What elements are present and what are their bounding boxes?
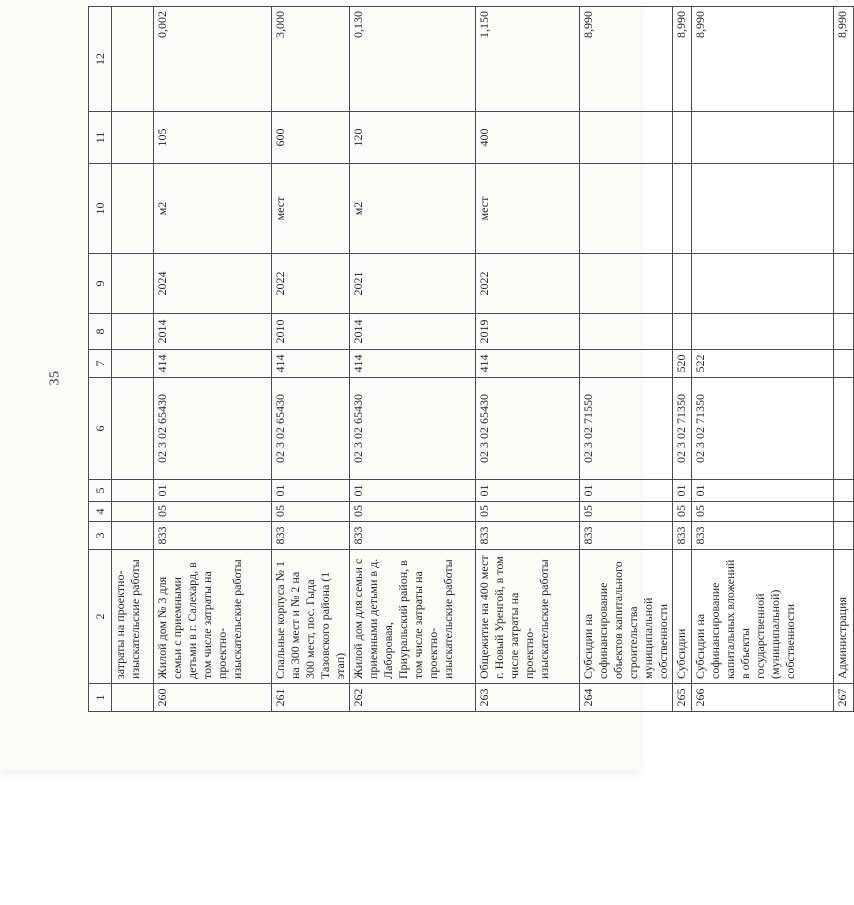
code-cell [834,522,854,550]
subsection-cell: 01 [692,480,834,502]
section-cell: 05 [476,502,580,522]
end-year-cell: 2022 [272,254,350,314]
section-cell [112,502,154,522]
target-code-cell: 02 3 02 65430 [154,378,272,480]
code-cell: 833 [272,522,350,550]
expense-type-cell: 414 [476,350,580,378]
subsection-cell: 01 [154,480,272,502]
header-cell: 7 [89,350,112,378]
header-cell: 1 [89,684,112,712]
target-code-cell: 02 3 02 65430 [476,378,580,480]
unit-cell [112,164,154,254]
page-number: 35 [47,370,63,386]
end-year-cell [112,254,154,314]
end-year-cell: 2021 [350,254,476,314]
start-year-cell [580,314,673,350]
item-name: Жилой дом № 3 для семьи с приемными детьми в г. Салехард, в том числе затраты на проектно-изыскательские работы [154,550,272,684]
end-year-cell: 2024 [154,254,272,314]
expense-type-cell: 520 [673,350,692,378]
row-number: 262 [350,684,476,712]
code-cell: 833 [154,522,272,550]
item-name: Субсидии [673,550,692,684]
row-number [112,684,154,712]
section-cell: 05 [580,502,673,522]
row-number: 261 [272,684,350,712]
code-cell: 833 [350,522,476,550]
section-cell [834,502,854,522]
section-cell: 05 [673,502,692,522]
target-code-cell: 02 3 02 65430 [350,378,476,480]
table-row [154,7,272,712]
table-row [834,7,854,712]
capacity-cell: 105 [154,112,272,164]
start-year-cell: 2010 [272,314,350,350]
header-cell: 4 [89,502,112,522]
expense-type-cell [580,350,673,378]
amount-cell: 8,990 [580,7,673,112]
table-row [692,7,834,712]
section-cell: 05 [350,502,476,522]
unit-cell: мест [272,164,350,254]
target-code-cell [834,378,854,480]
table-row [580,7,673,712]
item-name: Жилой дом для семьи с приемными детьми в д. Лаборовая, Приуральский район, в том числе затраты на проектно-изыскательские работы [350,550,476,684]
header-cell: 3 [89,522,112,550]
item-name: Субсидии на софинансирование капитальных вложений в объекты государственной (муниципальной) собственности [692,550,834,684]
amount-cell: 0,130 [350,7,476,112]
amount-cell: 8,990 [673,7,692,112]
capacity-cell [112,112,154,164]
unit-cell: м2 [154,164,272,254]
amount-cell: 8,990 [692,7,834,112]
expense-type-cell [834,350,854,378]
code-cell: 833 [476,522,580,550]
amount-cell: 1,150 [476,7,580,112]
start-year-cell: 2019 [476,314,580,350]
header-cell: 12 [89,7,112,112]
subsection-cell: 01 [350,480,476,502]
capacity-cell [673,112,692,164]
amount-cell: 8,990 [834,7,854,112]
subsection-cell: 01 [476,480,580,502]
row-number: 266 [692,684,834,712]
start-year-cell: 2014 [154,314,272,350]
start-year-cell [692,314,834,350]
code-cell: 833 [692,522,834,550]
table-row [673,7,692,712]
end-year-cell [834,254,854,314]
target-code-cell: 02 3 02 71350 [673,378,692,480]
row-number: 264 [580,684,673,712]
expense-type-cell [112,350,154,378]
row-number: 265 [673,684,692,712]
header-row [89,7,112,712]
end-year-cell [673,254,692,314]
end-year-cell [692,254,834,314]
subsection-cell: 01 [272,480,350,502]
header-cell: 10 [89,164,112,254]
rotated-table-wrapper [88,7,849,712]
capacity-cell: 600 [272,112,350,164]
code-cell: 833 [580,522,673,550]
header-cell: 2 [89,550,112,684]
end-year-cell [580,254,673,314]
capacity-cell: 400 [476,112,580,164]
budget-table [88,6,854,712]
target-code-cell [112,378,154,480]
header-cell: 9 [89,254,112,314]
capacity-cell: 120 [350,112,476,164]
amount-cell [112,7,154,112]
start-year-cell [673,314,692,350]
end-year-cell: 2022 [476,254,580,314]
table-row [476,7,580,712]
header-cell: 5 [89,480,112,502]
item-name: Спальные корпуса № 1 на 300 мест и № 2 на 300 мест, пос. Гыда Тазовского района (1 этап) [272,550,350,684]
header-cell: 6 [89,378,112,480]
code-cell [112,522,154,550]
unit-cell [673,164,692,254]
expense-type-cell: 414 [350,350,476,378]
target-code-cell: 02 3 02 71550 [580,378,673,480]
row-number: 260 [154,684,272,712]
subsection-cell: 01 [673,480,692,502]
unit-cell [580,164,673,254]
start-year-cell: 2014 [350,314,476,350]
section-cell: 05 [692,502,834,522]
target-code-cell: 02 3 02 65430 [272,378,350,480]
subsection-cell [834,480,854,502]
row-number: 267 [834,684,854,712]
code-cell: 833 [673,522,692,550]
amount-cell: 0,002 [154,7,272,112]
item-name: Общежитие на 400 мест г. Новый Уренгой, в том числе затраты на проектно-изыскательские работы [476,550,580,684]
table-row [272,7,350,712]
item-name: затраты на проектно-изыскательские работы [112,550,154,684]
unit-cell: мест [476,164,580,254]
start-year-cell [834,314,854,350]
capacity-cell [580,112,673,164]
header-cell: 8 [89,314,112,350]
amount-cell: 3,000 [272,7,350,112]
capacity-cell [692,112,834,164]
unit-cell [692,164,834,254]
expense-type-cell: 414 [272,350,350,378]
item-name: Субсидии на софинансирование объектов капитального строительства муниципальной собственности [580,550,673,684]
table-row [112,7,154,712]
section-cell: 05 [272,502,350,522]
unit-cell [834,164,854,254]
unit-cell: м2 [350,164,476,254]
subsection-cell [112,480,154,502]
start-year-cell [112,314,154,350]
row-number: 263 [476,684,580,712]
header-cell: 11 [89,112,112,164]
expense-type-cell: 414 [154,350,272,378]
capacity-cell [834,112,854,164]
item-name: Администрация [834,550,854,684]
section-cell: 05 [154,502,272,522]
target-code-cell: 02 3 02 71350 [692,378,834,480]
expense-type-cell: 522 [692,350,834,378]
table-row [350,7,476,712]
subsection-cell: 01 [580,480,673,502]
